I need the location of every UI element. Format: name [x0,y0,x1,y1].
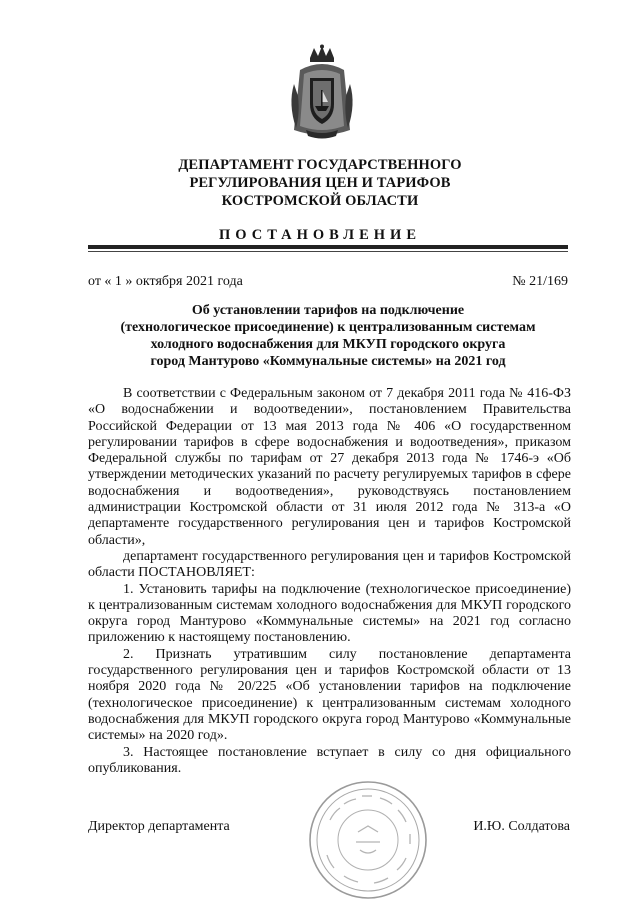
subject-line: город Мантурово «Коммунальные системы» на 2021 год [150,354,506,369]
body-paragraph-item-2: 2. Признать утратившим силу постановление департамента государственного регулирования цен и тарифов Костромской области от 13 ноября 2020 года № 20/225 «Об установлении тарифов на подключение (технологическое присоединение) к централизованным системам холодного водоснабжения для МКУП городского округа город Мантурово «Коммунальные системы» на 2020 год». [88,646,571,744]
body-paragraph-preamble: В соответствии с Федеральным законом от 7 декабря 2011 года № 416-ФЗ «О водоснабжении и водоотведении», постановлением Правительства Российской Федерации от 13 мая 2013 года № 406 «О государственном регулировании тарифов в сфере водоснабжения и водоотведения», приказом Федеральной службы по тарифам от 27 декабря 2013 года № 1746-э «Об утверждении методических указаний по расчету регулируемых тарифов в сфере водоснабжения и водоотведения», руководствуясь постановлением администрации Костромской области от 31 июля 2012 года № 313-а «О департаменте государственного регулирования цен и тарифов Костромской области», [88,386,571,548]
document-subject [96,302,560,370]
department-name-line-1: ДЕПАРТАМЕНТ ГОСУДАРСТВЕННОГО [178,157,462,173]
document-date: от « 1 » октября 2021 года [88,274,243,289]
document-number: № 21/169 [512,274,568,289]
department-name-line-3: КОСТРОМСКОЙ ОБЛАСТИ [221,193,419,209]
department-name-line-2: РЕГУЛИРОВАНИЯ ЦЕН И ТАРИФОВ [189,175,451,191]
document-type-title: ПОСТАНОВЛЕНИЕ [218,227,421,243]
official-seal-icon [306,778,430,902]
subject-line: холодного водоснабжения для МКУП городского округа [150,337,506,352]
document-body [88,386,571,777]
header-divider-thin [88,251,568,252]
subject-line: (технологическое присоединение) к централизованным системам [120,320,536,335]
coat-of-arms-icon [286,44,358,142]
body-paragraph-item-1: 1. Установить тарифы на подключение (технологическое присоединение) к централизованным системам холодного водоснабжения для МКУП городского округа город Мантурово «Коммунальные системы» на 2021 год согласно приложению к настоящему постановлению. [88,581,571,646]
subject-line: Об установлении тарифов на подключение [191,303,465,318]
header-divider-thick [88,245,568,249]
body-paragraph-item-3: 3. Настоящее постановление вступает в силу со дня официального опубликования. [88,744,571,776]
body-paragraph-resolves: департамент государственного регулирования цен и тарифов Костромской области ПОСТАНОВЛЯЕТ: [88,548,571,581]
signatory-position: Директор департамента [88,819,230,834]
signatory-name: И.Ю. Солдатова [473,819,570,834]
